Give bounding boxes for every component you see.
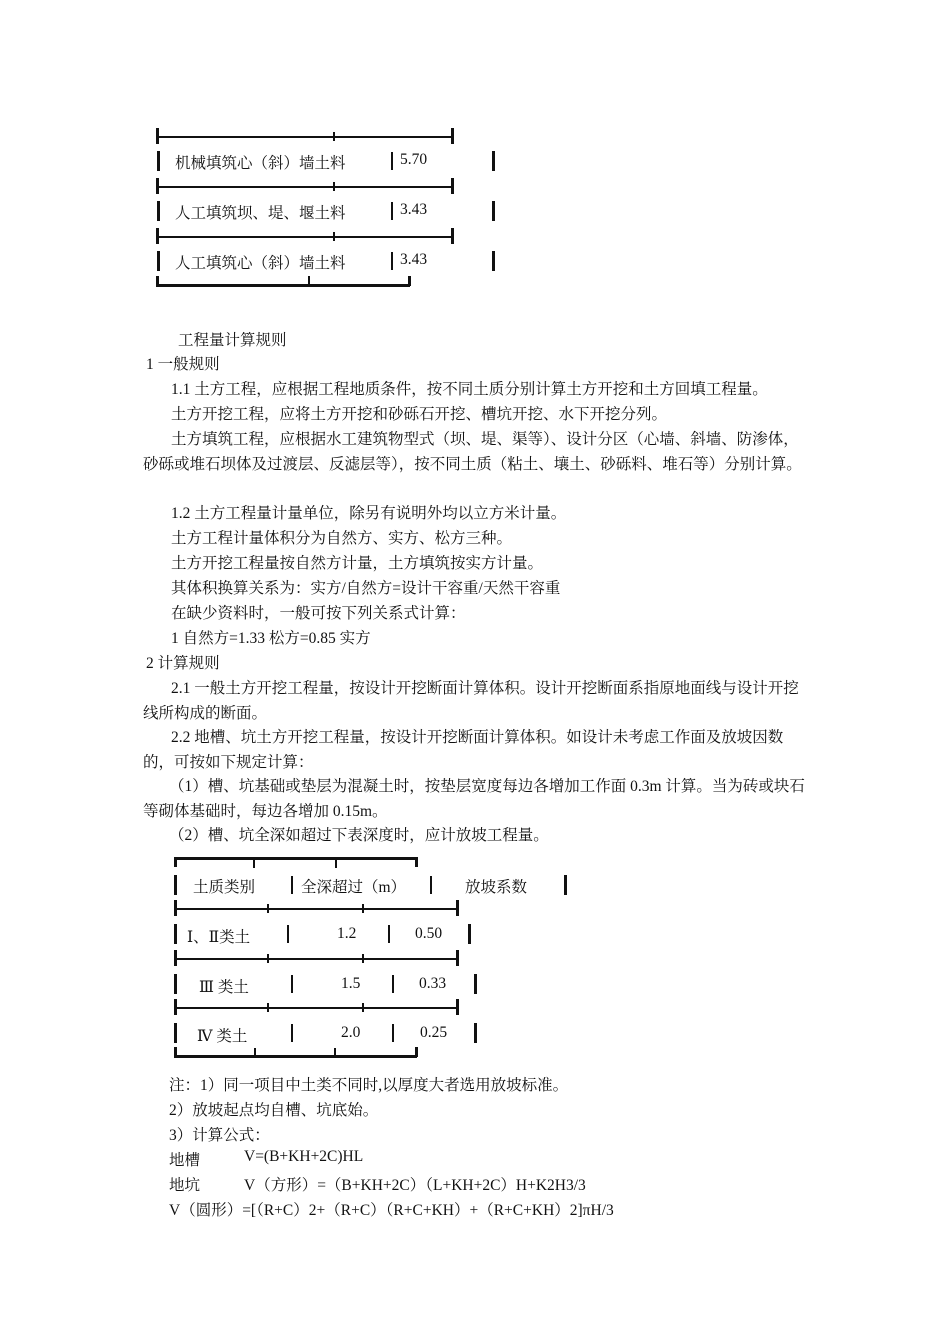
- table-2-row-1-depth: 1.2: [337, 925, 357, 942]
- table-1-row-2-value: 3.43: [400, 201, 428, 218]
- table-1-border: [157, 201, 160, 221]
- table-2-rule-tick: [253, 859, 255, 868]
- formula-trench: V=(B+KH+2C)HL: [244, 1148, 364, 1165]
- table-2-cell-separator: [287, 925, 289, 943]
- table-1-row-1-material: 机械填筑心（斜）墙土料: [175, 155, 346, 172]
- paragraph: （2）槽、坑全深如超过下表深度时，应计放坡工程量。: [169, 827, 549, 844]
- table-2-bottom-rule: [174, 1055, 417, 1058]
- paragraph: 2.1 一般土方开挖工程量，按设计开挖断面计算体积。设计开挖断面系指原地面线与设计开挖线所构成的断面。: [143, 680, 799, 722]
- table-2-rule-tick: [254, 1048, 256, 1057]
- table-1-rule: [157, 136, 453, 138]
- heading-general-rules: 1 一般规则: [146, 356, 220, 373]
- table-2-cell-separator: [392, 1024, 394, 1042]
- section-title: 工程量计算规则: [178, 332, 287, 349]
- table-1-cell-separator: [391, 202, 393, 220]
- paragraph: 土方工程计量体积分为自然方、实方、松方三种。: [171, 530, 513, 547]
- table-1-rule-end: [451, 228, 454, 244]
- table-2-header-depth: 全深超过（m）: [301, 879, 407, 896]
- table-2-border: [174, 875, 177, 895]
- table-1-rule-end: [156, 228, 159, 244]
- table-1-row-3-value: 3.43: [400, 251, 428, 268]
- table-1-cell-separator: [391, 152, 393, 170]
- table-1-border: [157, 151, 160, 171]
- table-2-rule-tick: [362, 904, 364, 913]
- table-2-border: [174, 1023, 177, 1043]
- table-1-rule-tick: [308, 276, 310, 285]
- table-1-rule-end: [156, 276, 159, 286]
- table-2-rule: [175, 958, 458, 960]
- table-2-header-coef: 放坡系数: [465, 879, 528, 896]
- table-1-border: [157, 251, 160, 271]
- table-2-rule-end: [174, 857, 177, 867]
- table-2-cell-separator: [392, 975, 394, 993]
- table-1-rule-end: [451, 128, 454, 144]
- table-1-rule-tick: [333, 132, 335, 141]
- formula-pit-label: 地坑: [169, 1177, 201, 1194]
- table-2-border: [474, 974, 477, 994]
- table-2-border: [174, 924, 177, 944]
- table-2-rule-tick: [335, 859, 337, 868]
- table-2-header-soil: 土质类别: [193, 879, 256, 896]
- paragraph: 1.1 土方工程，应根据工程地质条件，按不同土质分别计算土方开挖和土方回填工程量。: [171, 381, 768, 398]
- table-2-cell-separator: [291, 975, 293, 993]
- paragraph: 土方开挖工程，应将土方开挖和砂砾石开挖、槽坑开挖、水下开挖分列。: [171, 406, 668, 423]
- table-2-row-1-soil: Ⅰ、Ⅱ类土: [187, 929, 251, 946]
- table-1-rule: [157, 186, 453, 188]
- paragraph: 其体积换算关系为：实方/自然方=设计干容重/天然干容重: [171, 580, 561, 597]
- table-1-rule-end: [156, 128, 159, 144]
- table-2-row-3-coef: 0.25: [420, 1024, 448, 1041]
- table-2-cell-separator: [430, 876, 432, 894]
- table-2-rule-tick: [267, 954, 269, 963]
- table-2-rule-tick: [334, 1048, 336, 1057]
- table-1-border: [492, 151, 495, 171]
- table-2-border: [174, 974, 177, 994]
- table-2-border: [564, 875, 567, 895]
- table-1-rule-tick: [333, 232, 335, 241]
- table-2-top-rule: [174, 857, 417, 860]
- table-1-row-1-value: 5.70: [400, 151, 428, 168]
- table-1-rule: [157, 236, 453, 238]
- table-2-cell-separator: [291, 876, 293, 894]
- paragraph: 在缺少资料时，一般可按下列关系式计算：: [171, 605, 466, 622]
- table-2-rule-end: [174, 1047, 177, 1057]
- table-2-rule-tick: [267, 904, 269, 913]
- table-2-rule-end: [174, 900, 177, 916]
- table-1-rule-end: [156, 178, 159, 194]
- table-2-rule: [175, 908, 458, 910]
- paragraph: （1）槽、坑基础或垫层为混凝土时，按垫层宽度每边各增加工作面 0.3m 计算。当为砖或块石等砌体基础时，每边各增加 0.15m。: [143, 778, 805, 820]
- table-2-border: [474, 1023, 477, 1043]
- table-1-border: [492, 251, 495, 271]
- table-2-rule-end: [415, 1047, 418, 1057]
- note-1: 注：1）同一项目中土类不同时,以厚度大者选用放坡标准。: [169, 1077, 569, 1094]
- table-2-rule: [175, 1007, 458, 1009]
- paragraph: 1.2 土方工程量计量单位，除另有说明外均以立方米计量。: [171, 505, 567, 522]
- formula-pit-square: V（方形）=（B+KH+2C）（L+KH+2C）H+K2H3/3: [244, 1177, 586, 1194]
- heading-calculation-rules: 2 计算规则: [146, 655, 220, 672]
- table-2-row-2-coef: 0.33: [419, 975, 447, 992]
- table-2-rule-end: [415, 857, 418, 867]
- paragraph: 土方开挖工程量按自然方计量，土方填筑按实方计量。: [171, 555, 544, 572]
- table-2-cell-separator: [291, 1024, 293, 1042]
- table-1-rule-end: [408, 276, 411, 286]
- table-2-rule-end: [174, 999, 177, 1015]
- table-2-rule-tick: [362, 1003, 364, 1012]
- table-2-row-2-depth: 1.5: [341, 975, 361, 992]
- table-1-rule-tick: [333, 182, 335, 191]
- paragraph: 1 自然方=1.33 松方=0.85 实方: [171, 630, 371, 647]
- table-2-cell-separator: [388, 925, 390, 943]
- table-1-row-2-material: 人工填筑坝、堤、堰土料: [175, 205, 346, 222]
- table-2-border: [468, 924, 471, 944]
- table-2-row-1-coef: 0.50: [415, 925, 443, 942]
- paragraph: 2.2 地槽、坑土方开挖工程量，按设计开挖断面计算体积。如设计未考虑工作面及放坡因数的，可按如下规定计算：: [143, 729, 784, 771]
- table-2-rule-tick: [267, 1003, 269, 1012]
- formula-pit-round: V（圆形）=[（R+C）2+（R+C）（R+C+KH）+（R+C+KH）2]πH/3: [169, 1202, 614, 1219]
- table-1-border: [492, 201, 495, 221]
- table-2-row-2-soil: Ⅲ 类土: [199, 979, 249, 996]
- formula-trench-label: 地槽: [169, 1152, 201, 1169]
- table-1-rule-end: [451, 178, 454, 194]
- table-2-row-3-soil: Ⅳ 类土: [197, 1028, 248, 1045]
- table-2-rule-tick: [362, 954, 364, 963]
- table-1-cell-separator: [391, 252, 393, 270]
- table-2-rule-end: [174, 950, 177, 966]
- table-2-rule-end: [456, 900, 459, 916]
- table-2-row-3-depth: 2.0: [341, 1024, 361, 1041]
- paragraph: 土方填筑工程，应根据水工建筑物型式（坝、堤、渠等）、设计分区（心墙、斜墙、防渗体，砂砾或堆石坝体及过渡层、反滤层等），按不同土质（粘土、壤土、砂砾料、堆石等）分别计算。: [143, 431, 802, 473]
- table-2-rule-end: [456, 999, 459, 1015]
- table-1-row-3-material: 人工填筑心（斜）墙土料: [175, 255, 346, 272]
- note-3: 3）计算公式：: [169, 1127, 270, 1144]
- table-2-rule-end: [456, 950, 459, 966]
- table-1-bottom-rule: [156, 284, 410, 287]
- note-2: 2）放坡起点均自槽、坑底始。: [169, 1102, 379, 1119]
